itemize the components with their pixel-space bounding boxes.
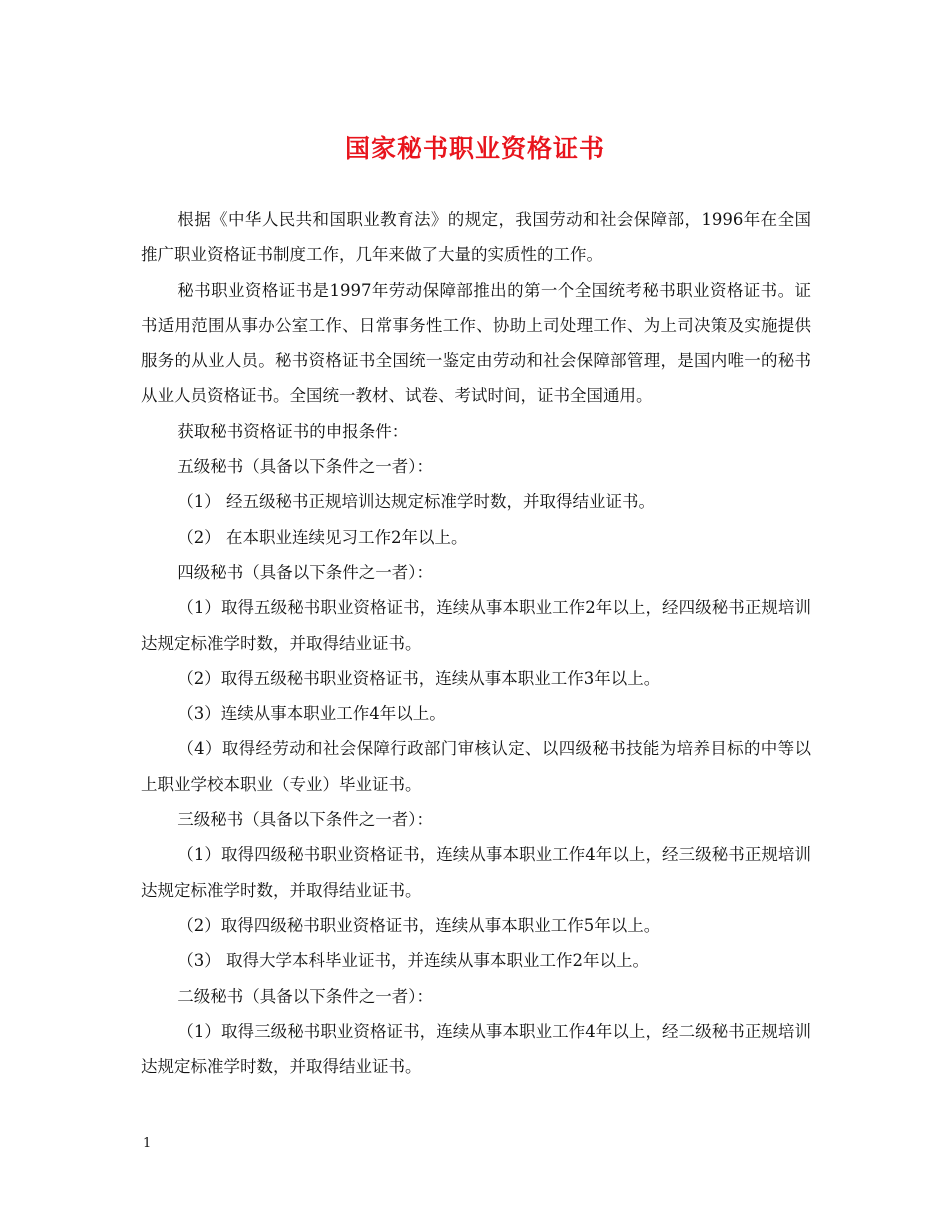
paragraph-level4-item-1: （1）取得五级秘书职业资格证书，连续从事本职业工作2年以上，经四级秘书正规培训达规定标准学时数，并取得结业证书。 [141,598,811,653]
paragraph-level2-item-1: （1）取得三级秘书职业资格证书，连续从事本职业工作4年以上，经二级秘书正规培训达规定标准学时数，并取得结业证书。 [141,1021,811,1077]
paragraph-level3-heading: 三级秘书（具备以下条件之一者）： [177,810,434,830]
document-title: 国家秘书职业资格证书 [344,134,605,163]
paragraph-certificate-description: 秘书职业资格证书是1997年劳动保障部推出的第一个全国统考秘书职业资格证书。证书适用范围从事办公室工作、日常事务性工作、协助上司处理工作、为上司决策及实施提供服务的从业人员。秘书资格证书全国统一鉴定由劳动和社会保障部管理，是国内唯一的秘书从业人员资格证书。全国统一教材、试卷、考试时间，证书全国通用。 [141,280,811,406]
paragraph-level4-item-4: （4）取得经劳动和社会保障行政部门审核认定、以四级秘书技能为培养目标的中等以上职业学校本职业（专业）毕业证书。 [141,739,811,794]
paragraph-level5-heading: 五级秘书（具备以下条件之一者）： [177,457,434,477]
paragraph-level2-heading: 二级秘书（具备以下条件之一者）： [177,986,434,1006]
paragraph-requirements-heading: 获取秘书资格证书的申报条件： [177,421,409,441]
paragraph-level3-item-1: （1）取得四级秘书职业资格证书，连续从事本职业工作4年以上，经三级秘书正规培训达规定标准学时数，并取得结业证书。 [141,845,811,900]
paragraph-level4-item-2: （2）取得五级秘书职业资格证书，连续从事本职业工作3年以上。 [177,668,661,688]
paragraph-level3-item-2: （2）取得四级秘书职业资格证书，连续从事本职业工作5年以上。 [177,915,661,935]
paragraph-intro-law: 根据《中华人民共和国职业教育法》的规定，我国劳动和社会保障部，1996年在全国推广职业资格证书制度工作，几年来做了大量的实质性的工作。 [141,210,811,265]
paragraph-level3-item-3: （3） 取得大学本科毕业证书，并连续从事本职业工作2年以上。 [177,951,650,971]
paragraph-level5-item-1: （1） 经五级秘书正规培训达规定标准学时数，并取得结业证书。 [177,492,656,512]
document-body [141,202,811,1084]
paragraph-level5-item-2: （2） 在本职业连续见习工作2年以上。 [177,527,468,547]
paragraph-level4-heading: 四级秘书（具备以下条件之一者）： [177,562,434,582]
paragraph-level4-item-3: （3）连续从事本职业工作4年以上。 [177,704,446,724]
page-number: 1 [143,1136,152,1151]
